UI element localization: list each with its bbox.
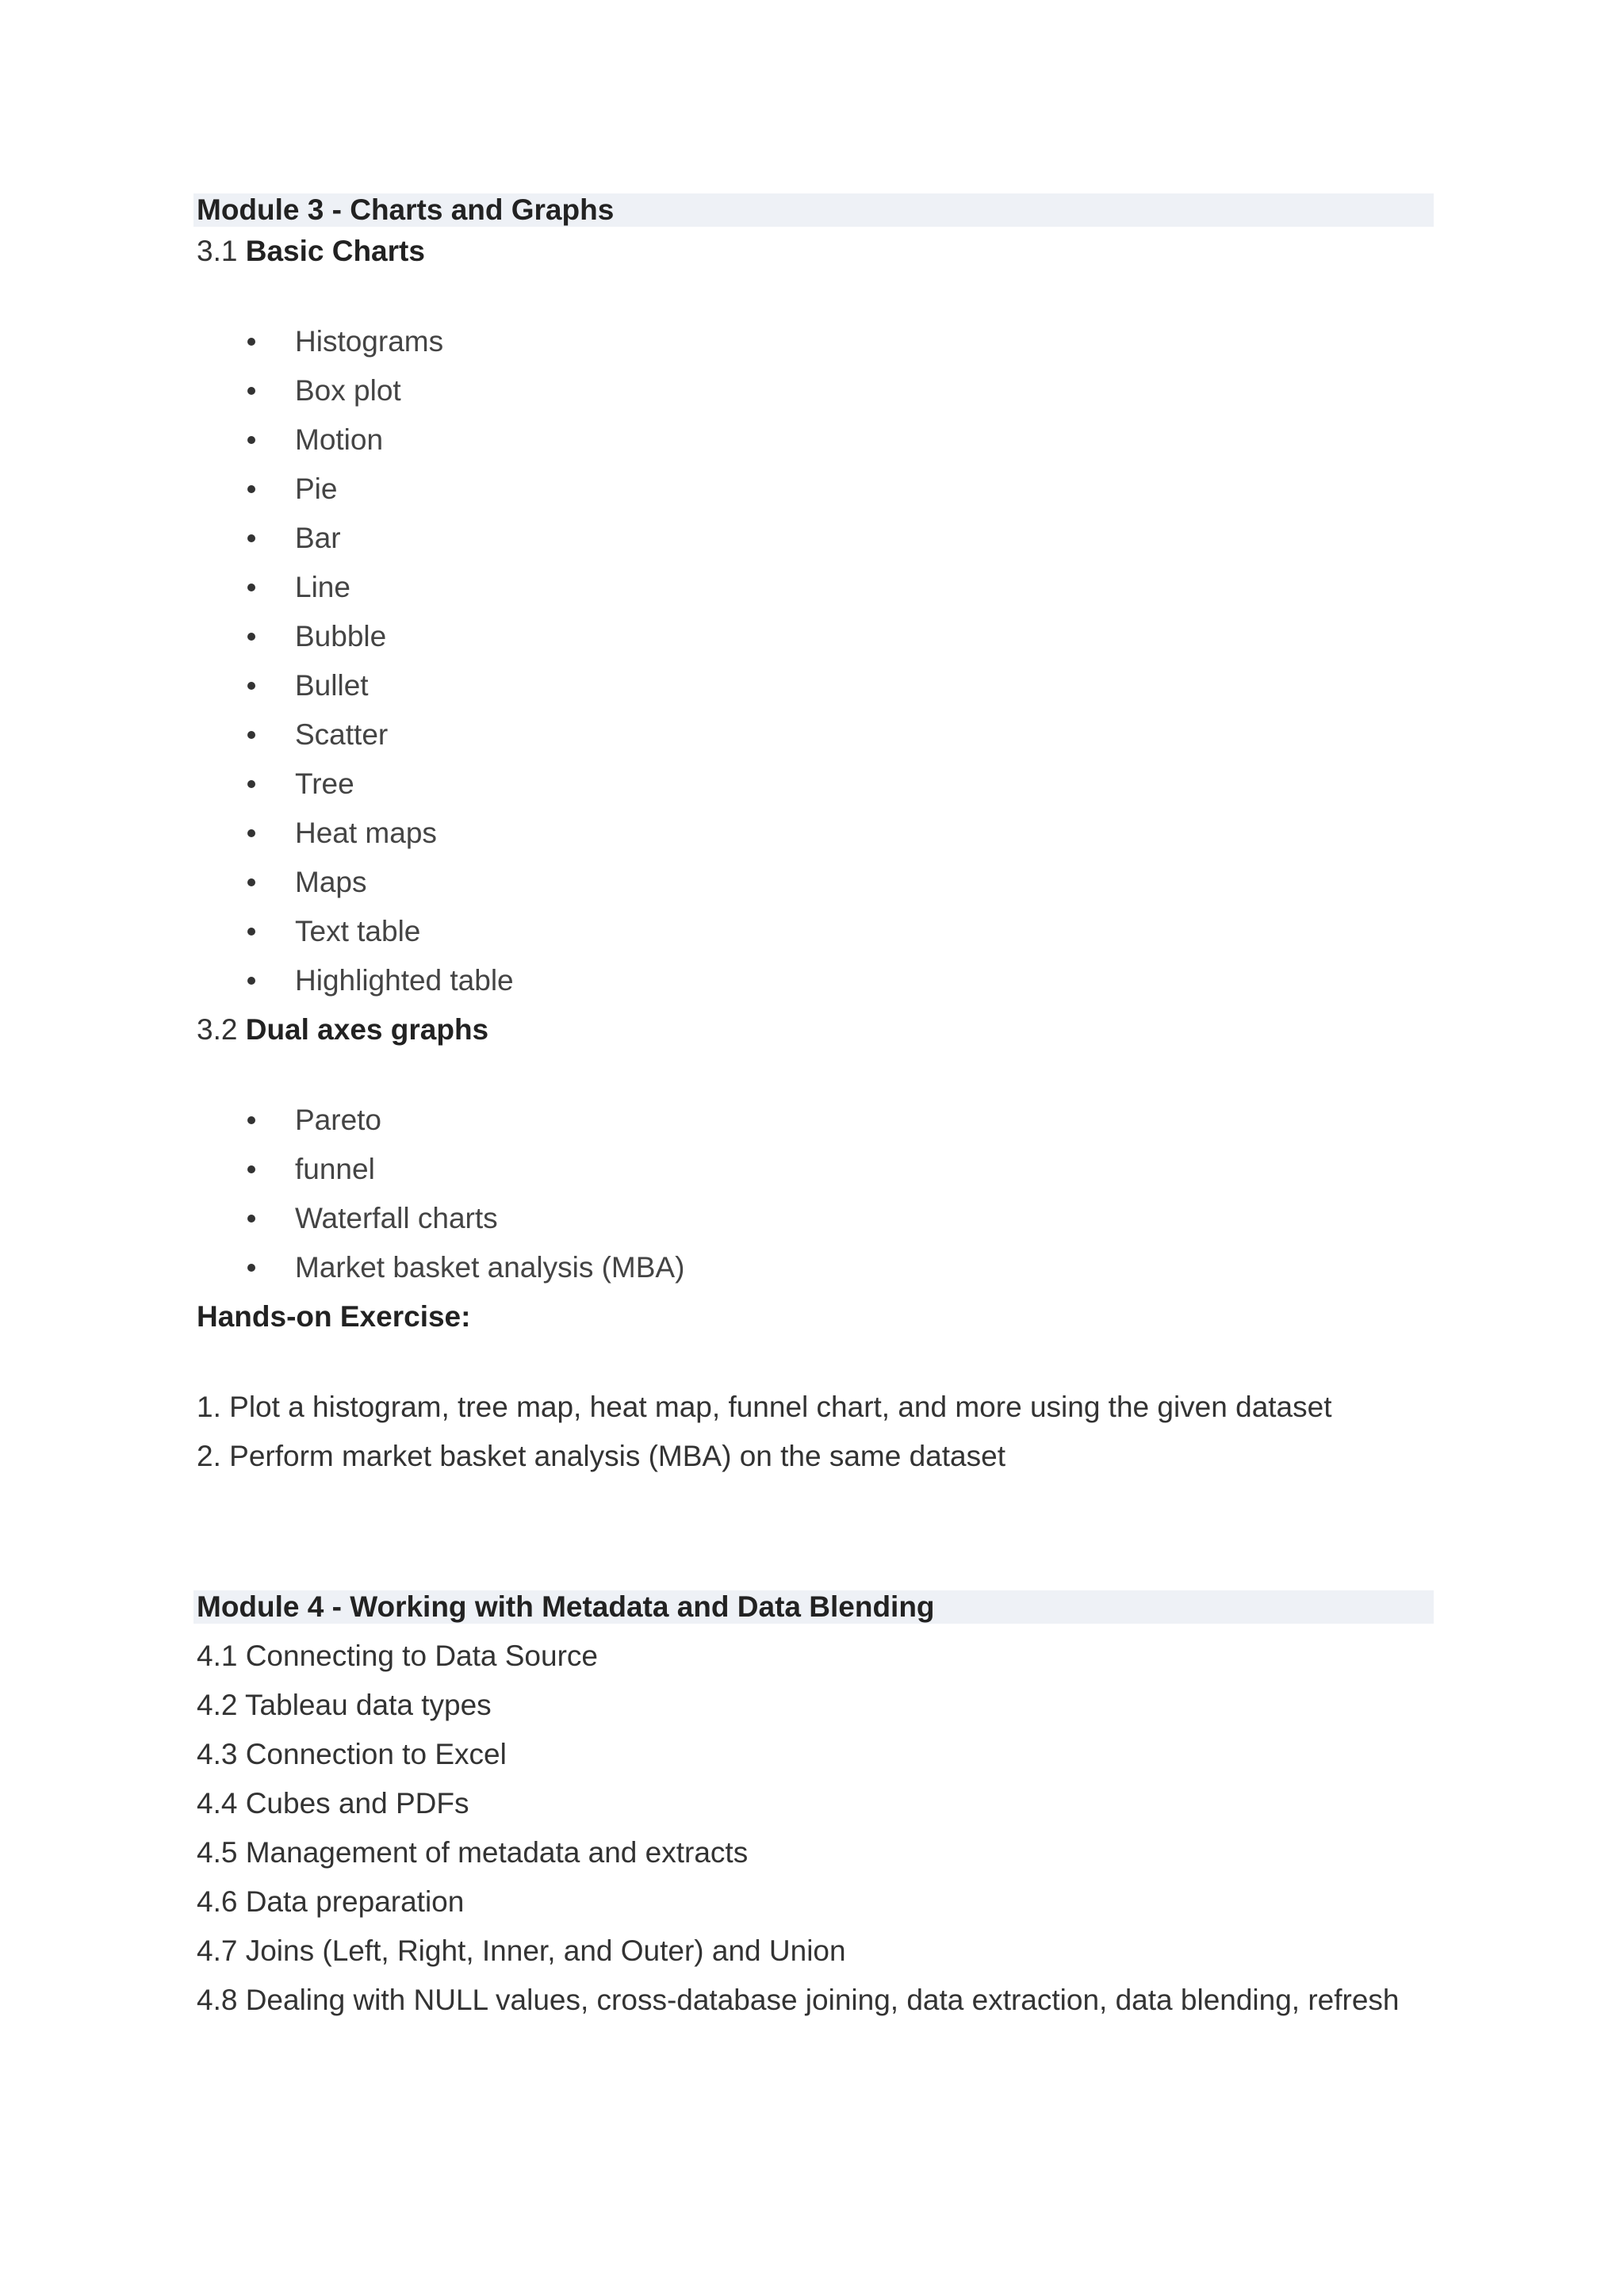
list-item xyxy=(197,1194,1434,1243)
list-item xyxy=(197,1243,1434,1292)
list-item xyxy=(197,317,1434,366)
bullet-icon xyxy=(247,878,255,886)
spacer xyxy=(197,1481,1434,1590)
list-item xyxy=(197,710,1434,760)
basic-charts-list xyxy=(197,317,1434,1005)
spacer xyxy=(197,1054,1434,1096)
module-4-heading: Module 4 - Working with Metadata and Data Blending xyxy=(193,1590,1434,1624)
list-item-text: Box plot xyxy=(295,374,401,407)
list-item-text: Pareto xyxy=(295,1104,382,1136)
bullet-icon xyxy=(247,436,255,444)
list-item-text: Text table xyxy=(295,915,421,947)
exercise-item: 1. Plot a histogram, tree map, heat map, funnel chart, and more using the given dataset xyxy=(197,1391,1332,1423)
section-3-2-heading xyxy=(197,1005,1434,1054)
bullet-icon xyxy=(247,1215,255,1223)
list-item xyxy=(197,760,1434,809)
list-item xyxy=(197,563,1434,612)
list-item-text: Tree xyxy=(295,767,354,800)
exercise-item: 2. Perform market basket analysis (MBA) on the same dataset xyxy=(197,1440,1005,1472)
module-4-item: 4.8 Dealing with NULL values, cross-database joining, data extraction, data blending, refresh xyxy=(197,1984,1400,2016)
list-item-text: Scatter xyxy=(295,718,389,751)
list-item-text: Pie xyxy=(295,473,338,505)
exercise-heading: Hands-on Exercise: xyxy=(197,1300,471,1333)
bullet-icon xyxy=(247,928,255,936)
module-4-item: 4.3 Connection to Excel xyxy=(197,1738,507,1770)
bullet-icon xyxy=(247,534,255,542)
module-4-item: 4.4 Cubes and PDFs xyxy=(197,1787,469,1820)
list-item xyxy=(197,1096,1434,1145)
list-item-text: Line xyxy=(295,571,350,603)
list-item xyxy=(197,1145,1434,1194)
section-title: Basic Charts xyxy=(245,235,425,267)
list-item xyxy=(197,366,1434,415)
list-item xyxy=(197,956,1434,1005)
list-item-text: Histograms xyxy=(295,325,444,358)
list-item-text: Bubble xyxy=(295,620,387,652)
bullet-icon xyxy=(247,584,255,591)
bullet-icon xyxy=(247,780,255,788)
bullet-icon xyxy=(247,633,255,641)
bullet-icon xyxy=(247,1165,255,1173)
list-item xyxy=(197,415,1434,465)
list-item xyxy=(197,661,1434,710)
section-number: 3.1 xyxy=(197,235,238,267)
list-item xyxy=(197,907,1434,956)
bullet-icon xyxy=(247,731,255,739)
section-3-1-heading xyxy=(197,227,1434,276)
spacer xyxy=(197,276,1434,317)
module-4-item: 4.7 Joins (Left, Right, Inner, and Outer) and Union xyxy=(197,1934,846,1967)
list-item-text: Motion xyxy=(295,423,384,456)
list-item-text: Waterfall charts xyxy=(295,1202,498,1234)
module-4-item: 4.5 Management of metadata and extracts xyxy=(197,1836,749,1869)
module-4-item: 4.6 Data preparation xyxy=(197,1885,465,1918)
list-item-text: Market basket analysis (MBA) xyxy=(295,1251,685,1284)
bullet-icon xyxy=(247,977,255,985)
bullet-icon xyxy=(247,829,255,837)
bullet-icon xyxy=(247,1264,255,1272)
bullet-icon xyxy=(247,1116,255,1124)
bullet-icon xyxy=(247,387,255,395)
list-item xyxy=(197,809,1434,858)
list-item-text: Highlighted table xyxy=(295,964,514,997)
module-3-heading: Module 3 - Charts and Graphs xyxy=(193,193,1434,227)
document-content xyxy=(197,193,1434,2025)
section-title: Dual axes graphs xyxy=(245,1013,489,1046)
dual-axes-list xyxy=(197,1096,1434,1292)
list-item xyxy=(197,514,1434,563)
bullet-icon xyxy=(247,682,255,690)
spacer xyxy=(197,1341,1434,1383)
list-item xyxy=(197,465,1434,514)
bullet-icon xyxy=(247,485,255,493)
module-4-item: 4.2 Tableau data types xyxy=(197,1689,492,1721)
bullet-icon xyxy=(247,338,255,346)
section-number: 3.2 xyxy=(197,1013,238,1046)
spacer xyxy=(197,1624,1434,1632)
list-item-text: Maps xyxy=(295,866,367,898)
module-4-item: 4.1 Connecting to Data Source xyxy=(197,1640,598,1672)
list-item-text: funnel xyxy=(295,1153,375,1185)
list-item-text: Bullet xyxy=(295,669,369,702)
list-item-text: Heat maps xyxy=(295,817,437,849)
list-item-text: Bar xyxy=(295,522,341,554)
list-item xyxy=(197,858,1434,907)
list-item xyxy=(197,612,1434,661)
